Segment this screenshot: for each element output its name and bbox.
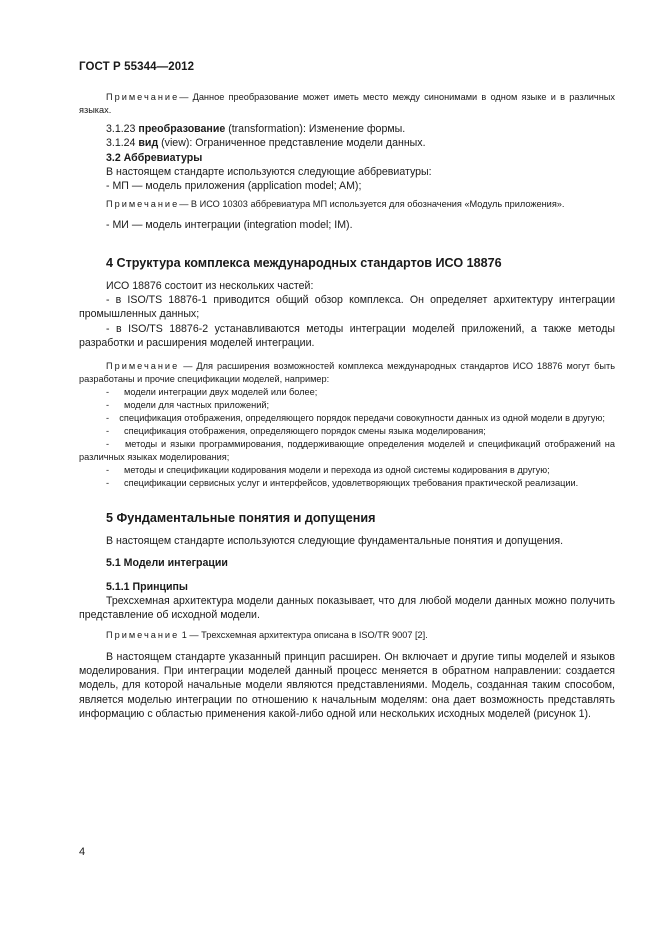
section-5-intro: В настоящем стандарте используются следующие фундаментальные понятия и допущения. (106, 535, 564, 548)
note-label: Примечание (106, 199, 180, 210)
page-number: 4 (79, 846, 86, 858)
list-item: - методы и спецификации кодирования модели и перехода из одной системы кодирования в другую; (106, 465, 550, 476)
list-item: - спецификации сервисных услуг и интерфейсов, удовлетворяющих требования практической реализации. (106, 478, 579, 489)
section-5-1-1-text-2: В настоящем стандарте указанный принцип расширен. Он включает и другие типы моделей и языков моделирования. При интеграции моделей данный процесс меняется в обратном направлении: создается модель, для которой начальные модели являются представлениями. Модель, созданная таким способом, является моделью интеграции по отношению к начальным моделям: она дает возможность представлять информацию с областью применения какой-либо одной или нескольких исходных моделей (рисунок 1). (79, 650, 615, 720)
page-header: ГОСТ Р 55344—2012 (79, 61, 195, 73)
note-text: — Трехсхемная архитектура описана в ISO/TR 9007 [2]. (186, 629, 428, 640)
list-item: - спецификация отображения, определяющего порядок смены языка моделирования; (106, 426, 486, 437)
section-5-1-1-heading: 5.1.1 Принципы (106, 580, 188, 593)
term-name: вид (138, 137, 159, 150)
note-text: — Для расширения возможностей комплекса международных стандартов ИСО 18876 могут быть разработаны и прочие спецификации моделей, например: (79, 361, 615, 385)
term-name: преобразование (138, 123, 226, 135)
note-number: 1 (181, 629, 187, 640)
term-number: 3.1.23 (106, 123, 136, 135)
list-item: - модели интеграции двух моделей или более; (106, 387, 318, 398)
note-label: Примечание (106, 629, 180, 640)
section-5-1-1-text: Трехсхемная архитектура модели данных показывает, что для любой модели данных можно получить представление об исходной модели. (79, 595, 615, 622)
note-label: Примечание (106, 92, 180, 102)
list-item: - методы и языки программирования, поддерживающие определения моделей и спецификаций отображений на различных языках моделирования; (79, 439, 615, 463)
note-abbr (79, 198, 615, 211)
section-4-intro: ИСО 18876 состоит из нескольких частей: (106, 279, 314, 292)
term-definition: (view): Ограниченное представление модели данных. (161, 137, 426, 150)
list-item: - модели для частных приложений; (106, 400, 270, 411)
section-4-part1: - в ISO/TS 18876-1 приводится общий обзор комплекса. Он определяет архитектуру интеграции промышленных данных; (79, 294, 615, 321)
note-transformation (79, 91, 615, 117)
note-text: — В ИСО 10303 аббревиатура МП используется для обозначения «Модуль приложения». (179, 199, 565, 210)
section-5-1-heading: 5.1 Модели интеграции (106, 556, 228, 569)
section-3-2-heading: 3.2 Аббревиатуры (106, 151, 203, 164)
section-5-heading: 5 Фундаментальные понятия и допущения (106, 511, 376, 526)
abbr-am: - МП — модель приложения (application model; AM); (106, 180, 362, 193)
note-three-schema (79, 629, 615, 642)
term-definition: (transformation): Изменение формы. (228, 123, 406, 135)
note-extensions (79, 360, 615, 386)
abbr-im: - МИ — модель интеграции (integration model; IM). (106, 219, 353, 232)
page-content (79, 88, 615, 721)
spec-list (79, 386, 615, 490)
note-label: Примечание (106, 361, 180, 372)
list-item: - спецификация отображения, определяющего порядок передачи совокупности данных из одной модели в другую; (106, 413, 605, 424)
section-3-2-intro: В настоящем стандарте используются следующие аббревиатуры: (106, 165, 432, 178)
term-3-1-24 (79, 136, 615, 150)
section-4-part2: - в ISO/TS 18876-2 устанавливаются методы интеграции моделей приложений, а также методы разработки и расширения моделей интеграции. (79, 322, 615, 349)
term-3-1-23 (79, 122, 615, 136)
section-4-heading: 4 Структура комплекса международных стандартов ИСО 18876 (106, 255, 502, 270)
note-text: — Данное преобразование может иметь место между синонимами в одном языке и в различных языках. (79, 92, 615, 115)
term-number: 3.1.24 (106, 137, 136, 150)
